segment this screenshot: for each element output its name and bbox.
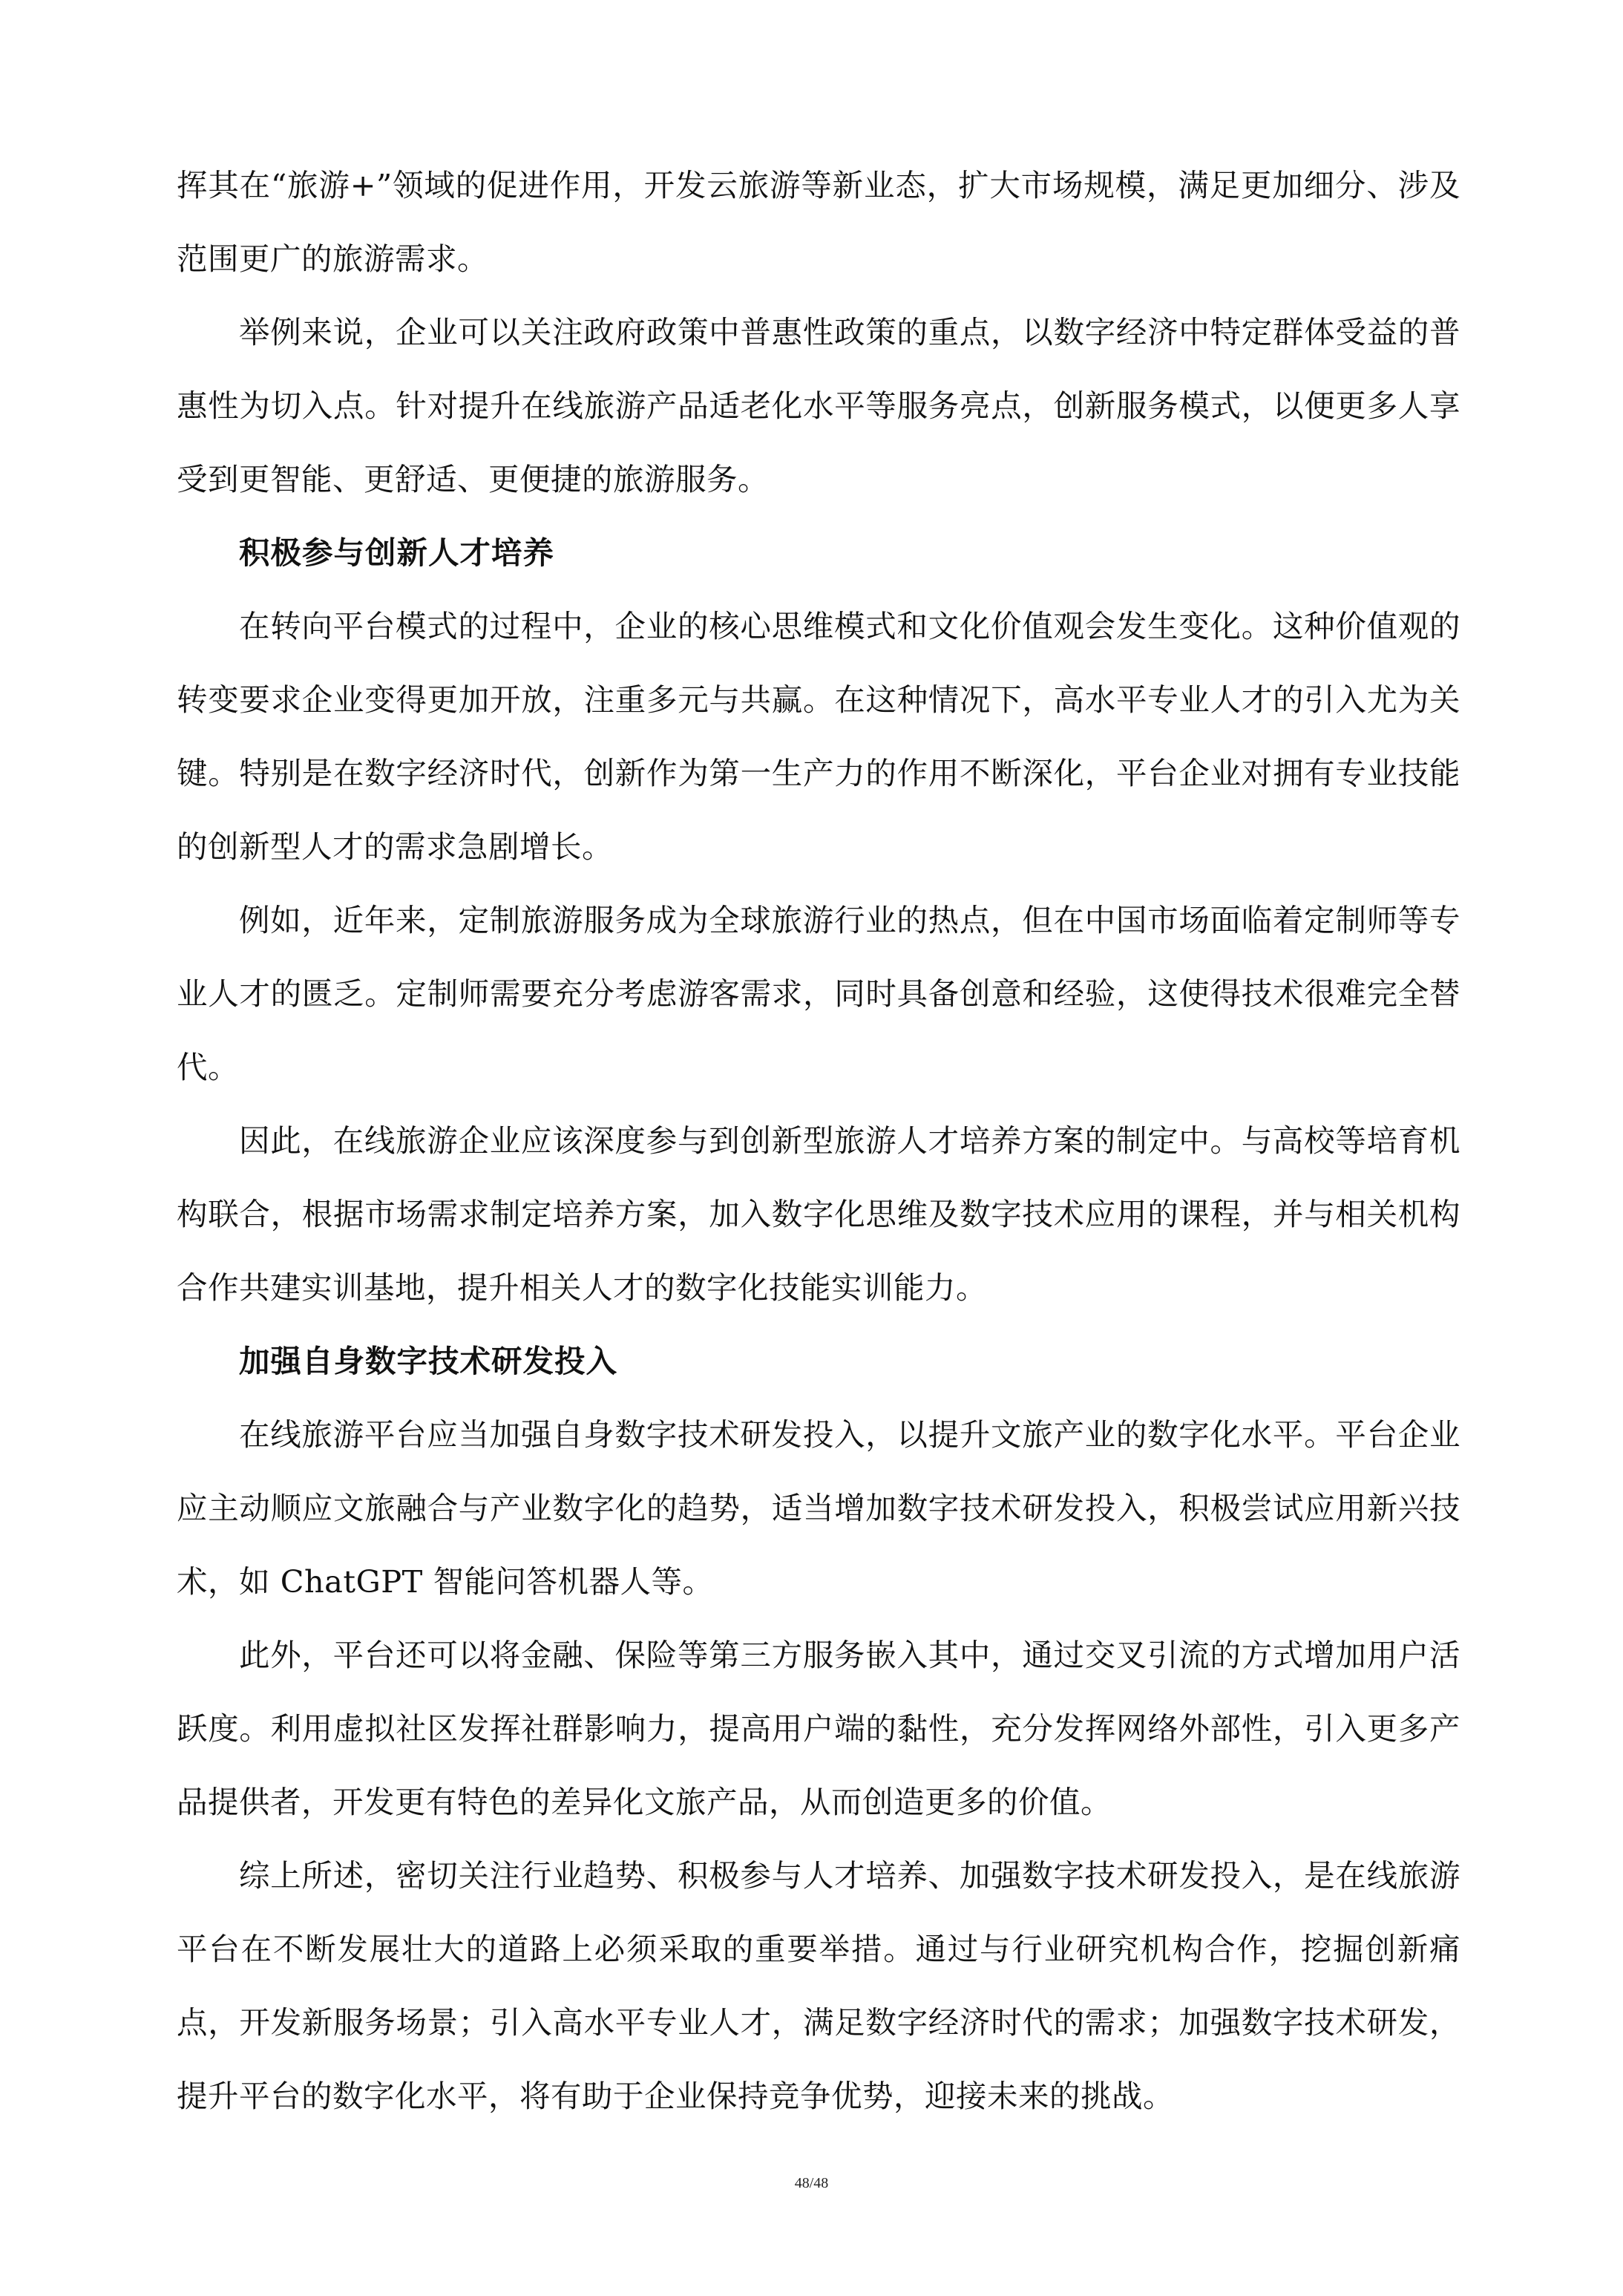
section-heading: 积极参与创新人才培养 bbox=[239, 534, 555, 571]
page-number: 48/48 bbox=[794, 2175, 829, 2191]
paragraph: 在线旅游平台应当加强自身数字技术研发投入，以提升文旅产业的数字化水平。平台企业应主动顺应文旅融合与产业数字化的趋势，适当增加数字技术研发投入，积极尝试应用新兴技术，如 ChatGPT 智能问答机器人等。 bbox=[177, 1416, 1460, 1600]
section-heading: 加强自身数字技术研发投入 bbox=[239, 1343, 618, 1379]
paragraph: 在转向平台模式的过程中，企业的核心思维模式和文化价值观会发生变化。这种价值观的转变要求企业变得更加开放，注重多元与共赢。在这种情况下，高水平专业人才的引入尤为关键。特别是在数字经济时代，创新作为第一生产力的作用不断深化，平台企业对拥有专业技能的创新型人才的需求急剧增长。 bbox=[177, 608, 1460, 865]
paragraph: 举例来说，企业可以关注政府政策中普惠性政策的重点，以数字经济中特定群体受益的普惠性为切入点。针对提升在线旅游产品适老化水平等服务亮点，创新服务模式，以便更多人享受到更智能、更舒适、更便捷的旅游服务。 bbox=[177, 314, 1460, 497]
paragraph: 综上所述，密切关注行业趋势、积极参与人才培养、加强数字技术研发投入，是在线旅游平台在不断发展壮大的道路上必须采取的重要举措。通过与行业研究机构合作，挖掘创新痛点，开发新服务场景；引入高水平专业人才，满足数字经济时代的需求；加强数字技术研发，提升平台的数字化水平，将有助于企业保持竞争优势，迎接未来的挑战。 bbox=[177, 1857, 1460, 2114]
paragraph: 因此，在线旅游企业应该深度参与到创新型旅游人才培养方案的制定中。与高校等培育机构联合，根据市场需求制定培养方案，加入数字化思维及数字技术应用的课程，并与相关机构合作共建实训基地，提升相关人才的数字化技能实训能力。 bbox=[177, 1122, 1460, 1306]
document-body bbox=[177, 148, 1460, 2133]
paragraph: 例如，近年来，定制旅游服务成为全球旅游行业的热点，但在中国市场面临着定制师等专业人才的匮乏。定制师需要充分考虑游客需求，同时具备创意和经验，这使得技术很难完全替代。 bbox=[177, 902, 1460, 1085]
paragraph: 挥其在“旅游+”领域的促进作用，开发云旅游等新业态，扩大市场规模，满足更加细分、涉及范围更广的旅游需求。 bbox=[177, 167, 1460, 277]
paragraph: 此外，平台还可以将金融、保险等第三方服务嵌入其中，通过交叉引流的方式增加用户活跃度。利用虚拟社区发挥社群影响力，提高用户端的黏性，充分发挥网络外部性，引入更多产品提供者，开发更有特色的差异化文旅产品，从而创造更多的价值。 bbox=[177, 1637, 1460, 1820]
